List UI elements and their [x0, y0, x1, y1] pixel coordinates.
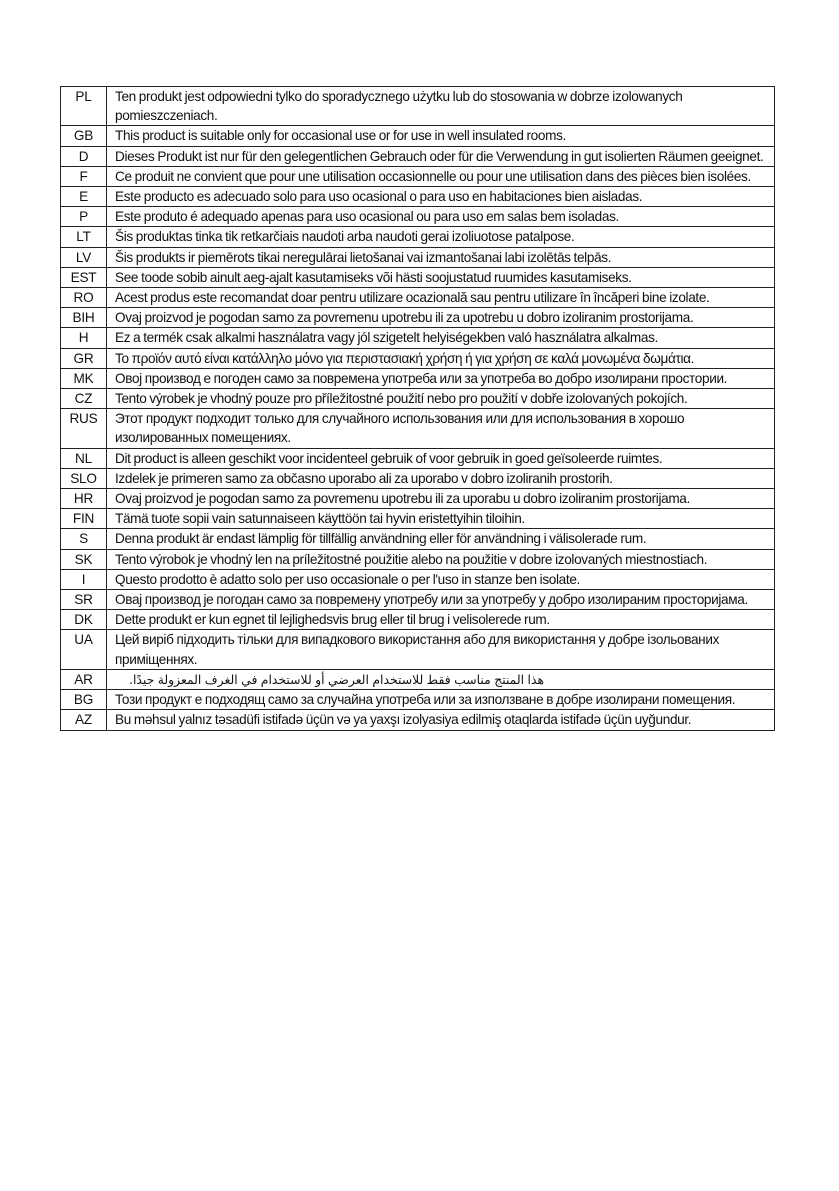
language-code: GB — [61, 126, 107, 146]
table-row — [61, 610, 775, 630]
language-code: AR — [61, 669, 107, 689]
table-row — [61, 87, 775, 126]
notice-text: Το προϊόν αυτό είναι κατάλληλο μόνο για περιστασιακή χρήση ή για χρήση σε καλά μονωμένα δωμάτια. — [107, 348, 775, 368]
language-code: E — [61, 187, 107, 207]
notice-text: Questo prodotto è adatto solo per uso occasionale o per l'uso in stanze ben isolate. — [107, 569, 775, 589]
language-code: UA — [61, 630, 107, 669]
notice-text: Ce produit ne convient que pour une utilisation occasionnelle ou pour une utilisation dans des pièces bien isolées. — [107, 166, 775, 186]
table-row — [61, 448, 775, 468]
table-row — [61, 489, 775, 509]
table-row — [61, 409, 775, 448]
notice-text: Овај производ је погодан само за повремену употребу или за употребу у добро изолираним просторијама. — [107, 590, 775, 610]
language-code: NL — [61, 448, 107, 468]
notice-text: Dieses Produkt ist nur für den gelegentlichen Gebrauch oder für die Verwendung in gut isolierten Räumen geeignet. — [107, 146, 775, 166]
language-code: D — [61, 146, 107, 166]
language-code: MK — [61, 368, 107, 388]
language-code: FIN — [61, 509, 107, 529]
table-row — [61, 247, 775, 267]
notice-text: Denna produkt är endast lämplig för tillfällig användning eller för användning i välisolerade rum. — [107, 529, 775, 549]
language-code: LV — [61, 247, 107, 267]
notice-text: Este producto es adecuado solo para uso ocasional o para uso en habitaciones bien aisladas. — [107, 187, 775, 207]
notice-text: Izdelek je primeren samo za občasno uporabo ali za uporabo v dobro izoliranih prostorih. — [107, 468, 775, 488]
table-row — [61, 187, 775, 207]
notice-text: Tento výrobok je vhodný len na príležitostné použitie alebo na použitie v dobre izolovaných miestnostiach. — [107, 549, 775, 569]
table-row — [61, 468, 775, 488]
table-row — [61, 710, 775, 730]
table-row — [61, 549, 775, 569]
language-code: BG — [61, 690, 107, 710]
notice-text: Dette produkt er kun egnet til lejlighedsvis brug eller til brug i velisolerede rum. — [107, 610, 775, 630]
table-row — [61, 590, 775, 610]
table-row — [61, 288, 775, 308]
table-row — [61, 348, 775, 368]
table-row — [61, 227, 775, 247]
table-body — [61, 87, 775, 731]
notice-text: Tento výrobek je vhodný pouze pro příležitostné použití nebo pro použití v dobře izolovaných pokojích. — [107, 389, 775, 409]
notice-text: Šis produkts ir piemērots tikai neregulārai lietošanai vai izmantošanai labi izolētās telpās. — [107, 247, 775, 267]
table-row — [61, 690, 775, 710]
table-row — [61, 368, 775, 388]
language-warning-table — [60, 86, 775, 731]
table-row — [61, 126, 775, 146]
table-row — [61, 267, 775, 287]
notice-text: Šis produktas tinka tik retkarčiais naudoti arba naudoti gerai izoliuotose patalpose. — [107, 227, 775, 247]
notice-text: Ovaj proizvod je pogodan samo za povremenu upotrebu ili za uporabu u dobro izoliranim prostorijama. — [107, 489, 775, 509]
table-row — [61, 166, 775, 186]
language-code: SR — [61, 590, 107, 610]
notice-text: Ovaj proizvod je pogodan samo za povremenu upotrebu ili za upotrebu u dobro izoliranim prostorijama. — [107, 308, 775, 328]
language-code: CZ — [61, 389, 107, 409]
notice-text: Ez a termék csak alkalmi használatra vagy jól szigetelt helyiségekben való használatra alkalmas. — [107, 328, 775, 348]
language-code: RUS — [61, 409, 107, 448]
table-row — [61, 529, 775, 549]
notice-text: This product is suitable only for occasional use or for use in well insulated rooms. — [107, 126, 775, 146]
notice-text: Bu məhsul yalnız təsadüfi istifadə üçün və ya yaxşı izolyasiya edilmiş otaqlarda istifadə üçün uyğundur. — [107, 710, 775, 730]
table-row — [61, 630, 775, 669]
notice-text: Ten produkt jest odpowiedni tylko do sporadycznego użytku lub do stosowania w dobrze izolowanych pomieszczeniach. — [107, 87, 775, 126]
language-code: P — [61, 207, 107, 227]
language-code: AZ — [61, 710, 107, 730]
notice-text: Этот продукт подходит только для случайного использования или для использования в хорошо изолированных помещениях. — [107, 409, 775, 448]
language-code: HR — [61, 489, 107, 509]
notice-text: هذا المنتج مناسب فقط للاستخدام العرضي أو للاستخدام في الغرف المعزولة جيدًا. — [107, 669, 775, 689]
table-row — [61, 308, 775, 328]
table-row — [61, 669, 775, 689]
language-code: GR — [61, 348, 107, 368]
table-row — [61, 389, 775, 409]
language-code: SK — [61, 549, 107, 569]
notice-text: Tämä tuote sopii vain satunnaiseen käyttöön tai hyvin eristettyihin tiloihin. — [107, 509, 775, 529]
table-row — [61, 328, 775, 348]
table-row — [61, 569, 775, 589]
language-code: S — [61, 529, 107, 549]
notice-text: Este produto é adequado apenas para uso ocasional ou para uso em salas bem isoladas. — [107, 207, 775, 227]
notice-text: Dit product is alleen geschikt voor incidenteel gebruik of voor gebruik in goed geïsoleerde ruimtes. — [107, 448, 775, 468]
language-code: I — [61, 569, 107, 589]
notice-text: Цей виріб підходить тільки для випадкового використання або для використання у добре ізольованих приміщеннях. — [107, 630, 775, 669]
language-code: BIH — [61, 308, 107, 328]
language-code: SLO — [61, 468, 107, 488]
table-row — [61, 146, 775, 166]
language-code: DK — [61, 610, 107, 630]
table-row — [61, 509, 775, 529]
language-code: LT — [61, 227, 107, 247]
notice-text: See toode sobib ainult aeg-ajalt kasutamiseks või hästi soojustatud ruumides kasutamiseks. — [107, 267, 775, 287]
language-code: PL — [61, 87, 107, 126]
language-code: EST — [61, 267, 107, 287]
notice-text: Този продукт е подходящ само за случайна употреба или за използване в добре изолирани помещения. — [107, 690, 775, 710]
notice-text: Acest produs este recomandat doar pentru utilizare ocazională sau pentru utilizare în încăperi bine izolate. — [107, 288, 775, 308]
notice-text: Овој производ е погоден само за повремена употреба или за употреба во добро изолирани простории. — [107, 368, 775, 388]
language-code: RO — [61, 288, 107, 308]
table-row — [61, 207, 775, 227]
language-code: H — [61, 328, 107, 348]
language-code: F — [61, 166, 107, 186]
